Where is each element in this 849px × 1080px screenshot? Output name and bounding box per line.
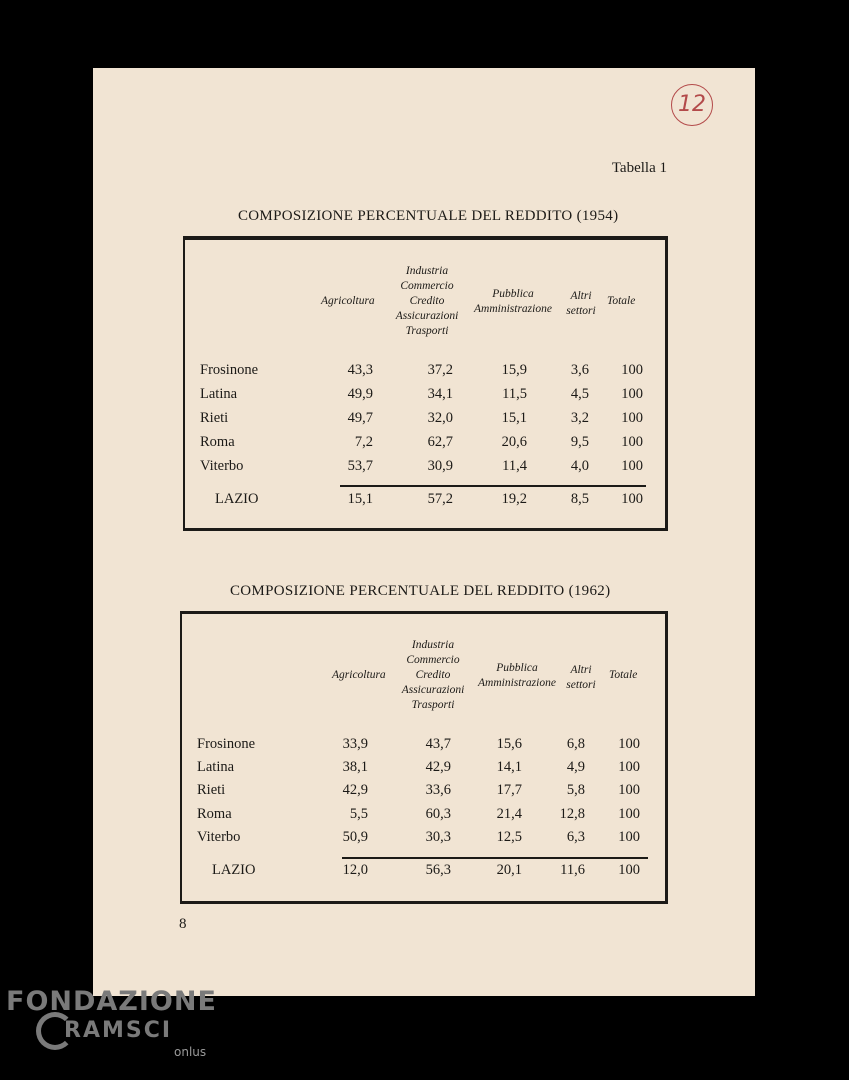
table-row: Latina 38,1 42,9 14,1 4,9 100 bbox=[197, 759, 640, 775]
table-2 bbox=[180, 611, 668, 904]
table-row: Frosinone 43,3 37,2 15,9 3,6 100 bbox=[200, 362, 643, 378]
document-page bbox=[93, 68, 755, 996]
table-1-title: COMPOSIZIONE PERCENTUALE DEL REDDITO (1954) bbox=[238, 208, 619, 224]
header-agricoltura: Agricoltura bbox=[332, 669, 386, 681]
header-altri-settori: Altri settori bbox=[566, 664, 596, 691]
logo-line-2: RAMSCI bbox=[64, 1018, 173, 1043]
header-pubblica-amministrazione: Pubblica Amministrazione bbox=[478, 662, 556, 689]
table-row: Rieti 42,9 33,6 17,7 5,8 100 bbox=[197, 782, 640, 798]
table-row: Latina 49,9 34,1 11,5 4,5 100 bbox=[200, 386, 643, 402]
header-industria: Industria Commercio Credito Assicurazioni Trasporti bbox=[401, 639, 465, 711]
logo-suffix: onlus bbox=[174, 1045, 207, 1059]
total-row: LAZIO 15,1 57,2 19,2 8,5 100 bbox=[215, 491, 643, 507]
table-1 bbox=[183, 236, 668, 531]
page-number: 8 bbox=[179, 916, 187, 932]
table-label: Tabella 1 bbox=[611, 160, 667, 176]
header-totale: Totale bbox=[609, 669, 638, 681]
total-divider bbox=[340, 485, 646, 487]
table-row: Roma 7,2 62,7 20,6 9,5 100 bbox=[200, 434, 643, 450]
header-totale: Totale bbox=[607, 295, 636, 307]
logo-line-1: FONDAZIONE bbox=[6, 986, 217, 1017]
header-industria: Industria Commercio Credito Assicurazioni Trasporti bbox=[395, 265, 459, 337]
table-row: Rieti 49,7 32,0 15,1 3,2 100 bbox=[200, 410, 643, 426]
header-agricoltura: Agricoltura bbox=[321, 295, 375, 307]
table-2-title: COMPOSIZIONE PERCENTUALE DEL REDDITO (1962) bbox=[230, 583, 611, 599]
header-altri-settori: Altri settori bbox=[566, 290, 596, 317]
table-row: Roma 5,5 60,3 21,4 12,8 100 bbox=[197, 806, 640, 822]
handwritten-page-number: 12 bbox=[671, 84, 713, 126]
fondazione-gramsci-logo bbox=[6, 986, 217, 1059]
total-divider bbox=[342, 857, 648, 859]
table-row: Frosinone 33,9 43,7 15,6 6,8 100 bbox=[197, 736, 640, 752]
total-row: LAZIO 12,0 56,3 20,1 11,6 100 bbox=[212, 862, 640, 878]
table-row: Viterbo 53,7 30,9 11,4 4,0 100 bbox=[200, 458, 643, 474]
header-pubblica-amministrazione: Pubblica Amministrazione bbox=[474, 288, 552, 315]
table-row: Viterbo 50,9 30,3 12,5 6,3 100 bbox=[197, 829, 640, 845]
